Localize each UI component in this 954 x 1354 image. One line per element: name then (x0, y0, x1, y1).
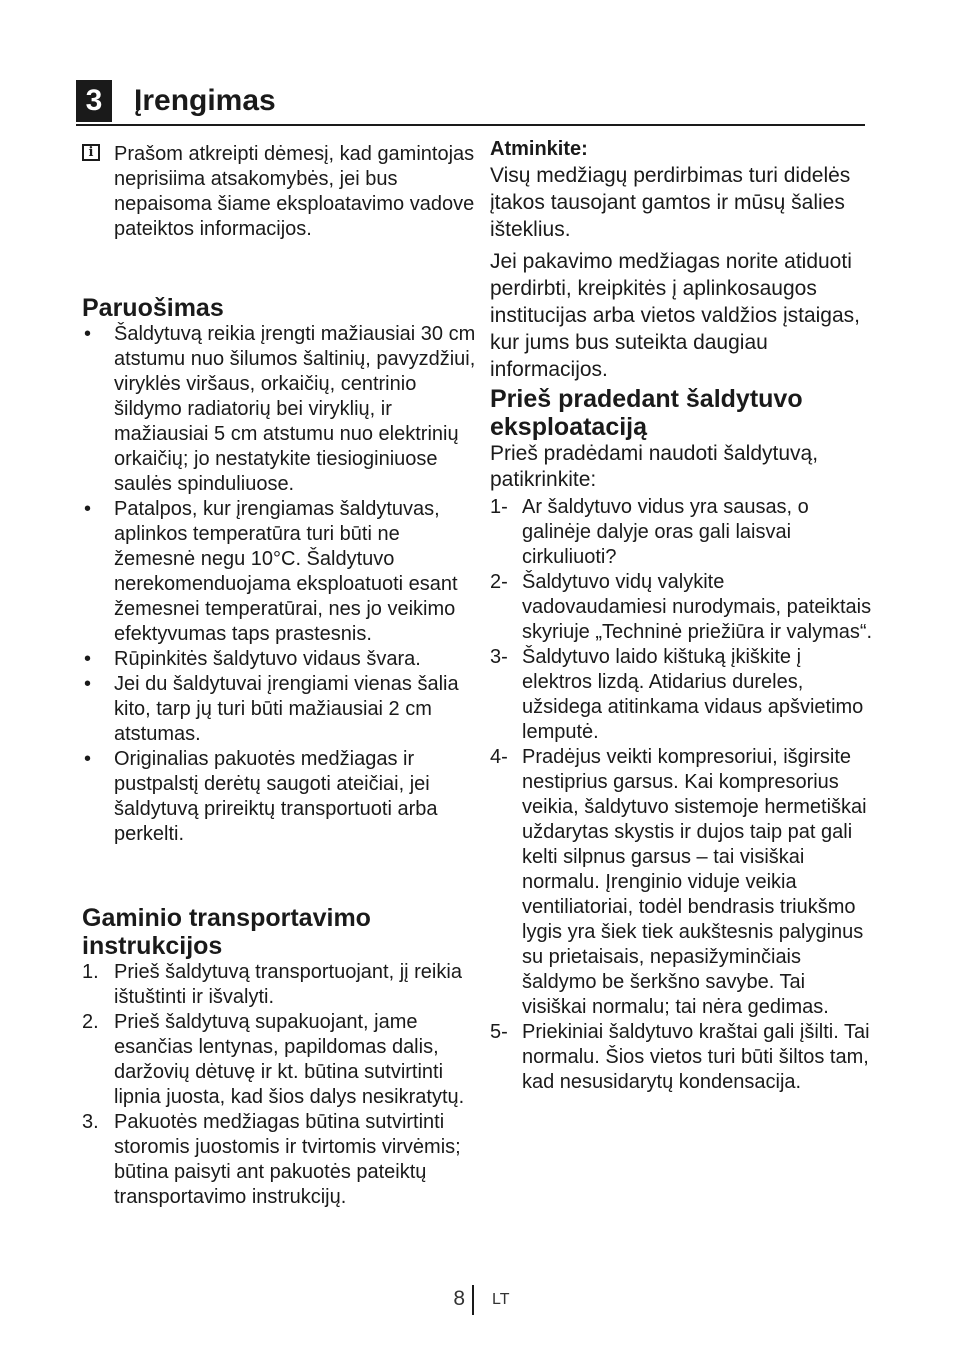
language-code: LT (492, 1291, 510, 1308)
chapter-number: 3 (76, 80, 112, 122)
bullet-mark: • (84, 748, 92, 770)
transport-heading: Gaminio transportavimo instrukcijos (82, 904, 371, 960)
preparation-list (82, 322, 482, 847)
remember-paragraph-2: Jei pakavimo medžiagas norite atiduoti perdirbti, kreipkitės į aplinkosaugos institucijas arba vietos valdžios įstaigas, kur jums bus suteikta daugiau informacijos. (490, 250, 861, 381)
list-item: • Patalpos, kur įrengiamas šaldytuvas, aplinkos temperatūra turi būti ne žemesnė negu 10°C. Šaldytuvo nerekomenduojama eksploatuoti esant žemesnei temperatūrai, nes jo veikimo efektyvumas taps prastesnis. (84, 498, 458, 645)
info-icon: i (82, 144, 100, 161)
before-use-list (490, 495, 874, 1095)
before-use-section (490, 385, 874, 1095)
chapter-title: Įrengimas (134, 84, 276, 117)
before-use-heading: Prieš pradedant šaldytuvo eksploataciją (490, 385, 803, 441)
preparation-heading: Paruošimas (82, 294, 224, 322)
bullet-mark: • (84, 673, 92, 695)
list-item: • Šaldytuvą reikia įrengti mažiausiai 30 cm atstumu nuo šilumos šaltinių, pavyzdžiui, viryklės viršaus, orkaičių, centrinio šildymo radiatorių bei viryklių, ir mažiausiai 5 cm atstumu nuo elektrinių orkaičių; jo nestatykite tiesioginiuose saulės spinduliuose. (84, 323, 476, 495)
list-item: • Originalias pakuotės medžiagas ir pustpalstį derėtų saugoti ateičiai, jei šaldytuvą prireiktų transportuoti arba perkelti. (84, 748, 438, 845)
page-number: 8 (453, 1287, 465, 1310)
list-item: 2- Šaldytuvo vidų valykite vadovaudamiesi nurodymais, pateiktais skyriuje „Techninė priežiūra ir valymas“. (490, 571, 873, 643)
list-item: 1- Ar šaldytuvo vidus yra sausas, o galinėje dalyje oras gali laisvai cirkuliuoti? (490, 496, 809, 568)
bullet-mark: • (84, 323, 92, 345)
list-item: • Jei du šaldytuvai įrengiami vienas šalia kito, tarp jų turi būti mažiausiai 2 cm atstumas. (84, 673, 459, 745)
remember-section (490, 136, 874, 383)
chapter-header (76, 80, 865, 126)
bullet-mark: • (84, 498, 92, 520)
list-item: 4- Pradėjus veikti kompresoriui, išgirsite nestiprius garsus. Kai kompresorius veikia, šaldytuvo sistemoje hermetiškai uždarytas skystis ir dujos taip pat gali kelti silpnus garsus – tai visiškai normalu. Įrenginio viduje veikia ventiliatoriai, todėl bendrasis triukšmo lygis yra šiek tiek aukštesnis palyginus su prietaisais, nepasižyminčiais šaldymo be šerkšno savybe. Tai visiškai normalu; tai nėra gedimas. (490, 746, 867, 1018)
list-item: • Rūpinkitės šaldytuvo vidaus švara. (84, 648, 421, 670)
list-item: 1. Prieš šaldytuvą transportuojant, jį reikia ištuštinti ir išvalyti. (82, 961, 462, 1008)
bullet-mark: • (84, 648, 92, 670)
before-use-intro: Prieš pradėdami naudoti šaldytuvą, patikrinkite: (490, 442, 819, 491)
info-note-text: Prašom atkreipti dėmesį, kad gamintojas neprisiima atsakomybės, jei bus nepaisoma šiame eksploatavimo vadove pateiktos informacijos. (114, 143, 475, 240)
info-note (82, 142, 482, 242)
list-item: 2. Prieš šaldytuvą supakuojant, jame esančias lentynas, papildomas dalis, daržovių dėtuvę ir kt. būtina sutvirtinti lipnia juosta, kad šios dalys nesikratytų. (82, 1011, 465, 1108)
footer-divider (472, 1285, 474, 1315)
list-item: 3. Pakuotės medžiagas būtina sutvirtinti storomis juostomis ir tvirtomis virvėmis; būtina paisyti ant pakuotės pateiktų transportavimo instrukcijų. (82, 1111, 461, 1208)
list-item: 5- Priekiniai šaldytuvo kraštai gali įšilti. Tai normalu. Šios vietos turi būti šiltos tam, kad nesusidarytų kondensacija. (490, 1021, 870, 1093)
list-item: 3- Šaldytuvo laido kištuką įkiškite į elektros lizdą. Atidarius dureles, užsidega atitinkama vidaus apšvietimo lemputė. (490, 646, 864, 743)
transport-list (82, 960, 482, 1210)
remember-paragraph-1: Visų medžiagų perdirbimas turi didelės įtakos tausojant gamtos ir mūsų šalies išteklius. (490, 164, 851, 241)
left-column (82, 142, 482, 242)
remember-label: Atminkite: (490, 138, 588, 160)
transport-section (82, 904, 482, 1210)
page-footer (0, 1285, 954, 1315)
preparation-section (82, 294, 482, 847)
